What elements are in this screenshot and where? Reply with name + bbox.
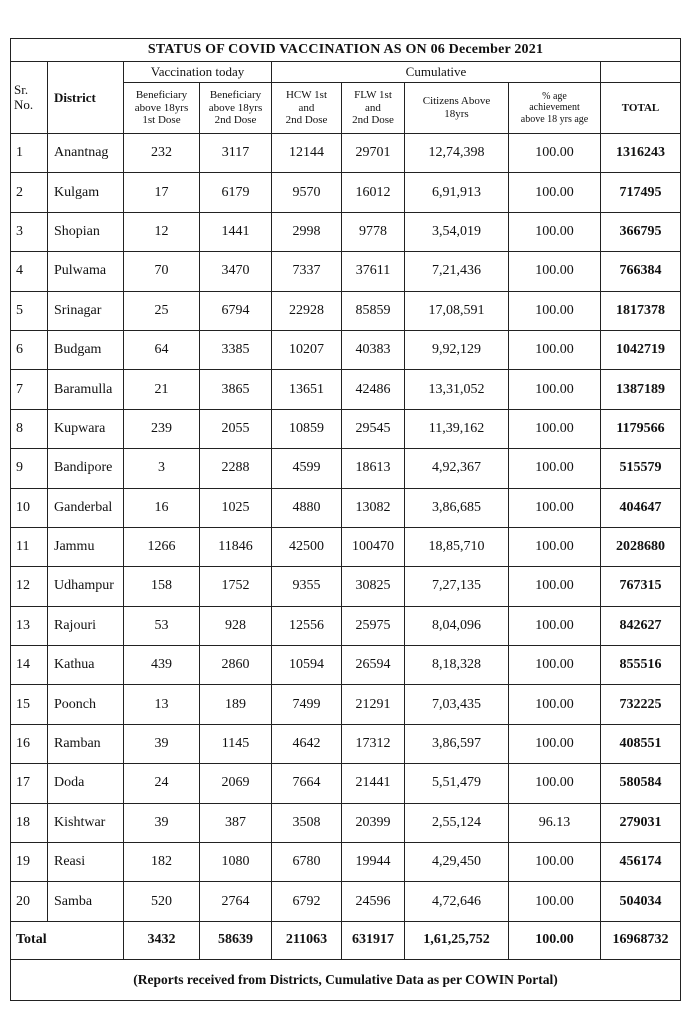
totals-row	[11, 921, 681, 959]
cell-dose2: 2055	[200, 409, 272, 448]
cell-hcw: 4642	[272, 724, 342, 763]
flw-header-l2: and	[365, 101, 381, 114]
dose2-header-l2: above 18yrs	[208, 101, 263, 114]
table-header	[11, 39, 681, 134]
cell-dose2: 1752	[200, 567, 272, 606]
cell-dose2: 11846	[200, 527, 272, 566]
cell-total: 2028680	[601, 527, 681, 566]
cell-dose2: 3470	[200, 252, 272, 291]
cell-dose2: 1025	[200, 488, 272, 527]
cell-flw: 30825	[342, 567, 405, 606]
cell-pct: 100.00	[509, 606, 601, 645]
dose1-header-l1: Beneficiary	[135, 89, 188, 102]
cell-sr-no: 6	[11, 330, 48, 369]
cell-dose2: 6179	[200, 173, 272, 212]
cell-citizens: 4,29,450	[405, 843, 509, 882]
table-row	[11, 803, 681, 842]
cell-dose2: 3865	[200, 370, 272, 409]
cell-hcw: 4599	[272, 449, 342, 488]
cell-dose2: 189	[200, 685, 272, 724]
cell-sr-no: 1	[11, 134, 48, 173]
cell-citizens: 7,21,436	[405, 252, 509, 291]
flw-header-l1: FLW 1st	[354, 89, 392, 102]
flw-header-l3: 2nd Dose	[352, 114, 394, 127]
cell-pct: 100.00	[509, 646, 601, 685]
cell-dose1: 16	[124, 488, 200, 527]
citizens-header	[405, 83, 509, 134]
table-row	[11, 843, 681, 882]
cell-dose1: 70	[124, 252, 200, 291]
cell-pct: 100.00	[509, 685, 601, 724]
cell-total: 1179566	[601, 409, 681, 448]
cell-citizens: 9,92,129	[405, 330, 509, 369]
dose2-header-l1: Beneficiary	[209, 89, 262, 102]
cell-pct: 100.00	[509, 882, 601, 921]
cell-dose2: 1441	[200, 212, 272, 251]
totals-grand-total: 16968732	[601, 921, 681, 959]
cell-total: 1042719	[601, 330, 681, 369]
table-body	[11, 134, 681, 922]
pct-header-l3: above 18 yrs age	[520, 113, 589, 125]
cell-flw: 40383	[342, 330, 405, 369]
cell-dose1: 39	[124, 724, 200, 763]
cell-flw: 13082	[342, 488, 405, 527]
table-row	[11, 291, 681, 330]
totals-label: Total	[11, 921, 124, 959]
totals-flw: 631917	[342, 921, 405, 959]
pct-header-l2: achievement	[529, 102, 580, 114]
table-row	[11, 685, 681, 724]
cell-hcw: 12556	[272, 606, 342, 645]
cell-flw: 19944	[342, 843, 405, 882]
cell-flw: 29545	[342, 409, 405, 448]
cell-citizens: 3,54,019	[405, 212, 509, 251]
cell-district: Samba	[48, 882, 124, 921]
cell-pct: 100.00	[509, 173, 601, 212]
cell-dose1: 21	[124, 370, 200, 409]
cell-hcw: 4880	[272, 488, 342, 527]
cell-district: Kupwara	[48, 409, 124, 448]
cell-total: 1387189	[601, 370, 681, 409]
pct-achievement-header	[509, 83, 601, 134]
cell-hcw: 10859	[272, 409, 342, 448]
cell-flw: 25975	[342, 606, 405, 645]
cell-sr-no: 9	[11, 449, 48, 488]
cell-citizens: 11,39,162	[405, 409, 509, 448]
cell-citizens: 7,27,135	[405, 567, 509, 606]
cell-citizens: 2,55,124	[405, 803, 509, 842]
table-row	[11, 173, 681, 212]
cell-flw: 29701	[342, 134, 405, 173]
district-header: District	[48, 62, 124, 134]
group-header-row	[11, 62, 681, 83]
cell-flw: 18613	[342, 449, 405, 488]
totals-dose2: 58639	[200, 921, 272, 959]
cell-hcw: 3508	[272, 803, 342, 842]
totals-dose1: 3432	[124, 921, 200, 959]
cell-district: Pulwama	[48, 252, 124, 291]
cell-citizens: 18,85,710	[405, 527, 509, 566]
cell-dose2: 387	[200, 803, 272, 842]
cell-pct: 100.00	[509, 488, 601, 527]
table-row	[11, 212, 681, 251]
total-header: TOTAL	[601, 83, 681, 134]
cell-hcw: 22928	[272, 291, 342, 330]
cell-hcw: 6792	[272, 882, 342, 921]
cell-district: Ramban	[48, 724, 124, 763]
cell-pct: 100.00	[509, 567, 601, 606]
cell-dose1: 13	[124, 685, 200, 724]
cell-citizens: 4,92,367	[405, 449, 509, 488]
cell-total: 504034	[601, 882, 681, 921]
cell-citizens: 4,72,646	[405, 882, 509, 921]
cell-total: 456174	[601, 843, 681, 882]
cell-sr-no: 17	[11, 764, 48, 803]
cell-dose1: 239	[124, 409, 200, 448]
cell-district: Kulgam	[48, 173, 124, 212]
cell-sr-no: 11	[11, 527, 48, 566]
table-row	[11, 134, 681, 173]
cell-citizens: 3,86,685	[405, 488, 509, 527]
table-row	[11, 606, 681, 645]
cell-flw: 21291	[342, 685, 405, 724]
cell-district: Ganderbal	[48, 488, 124, 527]
cell-sr-no: 20	[11, 882, 48, 921]
cell-dose2: 3117	[200, 134, 272, 173]
cell-sr-no: 8	[11, 409, 48, 448]
cell-pct: 100.00	[509, 134, 601, 173]
cell-flw: 9778	[342, 212, 405, 251]
table-footer	[11, 921, 681, 1000]
cell-total: 855516	[601, 646, 681, 685]
cell-dose1: 53	[124, 606, 200, 645]
pct-header-l1: % age	[542, 90, 567, 102]
cell-sr-no: 10	[11, 488, 48, 527]
dose2-header	[200, 83, 272, 134]
table-row	[11, 370, 681, 409]
cell-district: Reasi	[48, 843, 124, 882]
cell-dose1: 439	[124, 646, 200, 685]
cell-citizens: 3,86,597	[405, 724, 509, 763]
cell-pct: 100.00	[509, 527, 601, 566]
cell-flw: 20399	[342, 803, 405, 842]
cell-total: 717495	[601, 173, 681, 212]
cell-flw: 37611	[342, 252, 405, 291]
table-row	[11, 449, 681, 488]
cell-citizens: 8,04,096	[405, 606, 509, 645]
cell-district: Udhampur	[48, 567, 124, 606]
dose1-header-l2: above 18yrs	[134, 101, 189, 114]
cell-dose2: 2860	[200, 646, 272, 685]
cell-pct: 100.00	[509, 449, 601, 488]
cell-sr-no: 12	[11, 567, 48, 606]
table-title: STATUS OF COVID VACCINATION AS ON 06 December 2021	[11, 39, 681, 62]
dose2-header-l3: 2nd Dose	[214, 114, 257, 127]
table-row	[11, 330, 681, 369]
cell-district: Srinagar	[48, 291, 124, 330]
vaccination-today-header: Vaccination today	[124, 62, 272, 83]
cell-total: 767315	[601, 567, 681, 606]
totals-citizens: 1,61,25,752	[405, 921, 509, 959]
cell-hcw: 9570	[272, 173, 342, 212]
cell-district: Bandipore	[48, 449, 124, 488]
citizens-header-l1: Citizens Above	[422, 95, 491, 108]
cell-dose1: 3	[124, 449, 200, 488]
cell-sr-no: 13	[11, 606, 48, 645]
cell-flw: 24596	[342, 882, 405, 921]
cell-hcw: 7664	[272, 764, 342, 803]
cell-district: Baramulla	[48, 370, 124, 409]
cell-pct: 100.00	[509, 252, 601, 291]
hcw-header-l2: and	[298, 101, 315, 114]
cell-pct: 96.13	[509, 803, 601, 842]
cell-citizens: 6,91,913	[405, 173, 509, 212]
hcw-header-l1: HCW 1st	[285, 89, 328, 102]
cell-pct: 100.00	[509, 764, 601, 803]
cell-sr-no: 4	[11, 252, 48, 291]
cell-hcw: 6780	[272, 843, 342, 882]
cell-district: Poonch	[48, 685, 124, 724]
cell-sr-no: 18	[11, 803, 48, 842]
cell-total: 515579	[601, 449, 681, 488]
cell-pct: 100.00	[509, 330, 601, 369]
cell-dose1: 182	[124, 843, 200, 882]
cell-total: 580584	[601, 764, 681, 803]
cell-sr-no: 16	[11, 724, 48, 763]
footer-note: (Reports received from Districts, Cumulative Data as per COWIN Portal)	[11, 959, 681, 1000]
cell-district: Shopian	[48, 212, 124, 251]
cell-district: Kishtwar	[48, 803, 124, 842]
cell-hcw: 7337	[272, 252, 342, 291]
totals-pct: 100.00	[509, 921, 601, 959]
cell-hcw: 10594	[272, 646, 342, 685]
cell-pct: 100.00	[509, 291, 601, 330]
cell-total: 404647	[601, 488, 681, 527]
cell-citizens: 17,08,591	[405, 291, 509, 330]
cell-district: Budgam	[48, 330, 124, 369]
cell-sr-no: 3	[11, 212, 48, 251]
table-row	[11, 567, 681, 606]
hcw-header-l3: 2nd Dose	[285, 114, 328, 127]
cell-hcw: 42500	[272, 527, 342, 566]
totals-hcw: 211063	[272, 921, 342, 959]
cell-dose1: 520	[124, 882, 200, 921]
cell-citizens: 12,74,398	[405, 134, 509, 173]
cell-total: 1316243	[601, 134, 681, 173]
cell-flw: 42486	[342, 370, 405, 409]
cell-pct: 100.00	[509, 370, 601, 409]
table-row	[11, 882, 681, 921]
dose1-header-l3: 1st Dose	[142, 114, 181, 127]
cell-flw: 26594	[342, 646, 405, 685]
table-row	[11, 527, 681, 566]
sr-no-header-line1: Sr.	[14, 81, 29, 97]
table-row	[11, 488, 681, 527]
cell-total: 842627	[601, 606, 681, 645]
flw-header	[342, 83, 405, 134]
cell-total: 279031	[601, 803, 681, 842]
sr-no-header	[11, 62, 48, 134]
cell-dose1: 232	[124, 134, 200, 173]
table-row	[11, 409, 681, 448]
cell-sr-no: 7	[11, 370, 48, 409]
vaccination-report	[10, 38, 680, 1001]
cell-hcw: 2998	[272, 212, 342, 251]
cell-dose1: 12	[124, 212, 200, 251]
cell-sr-no: 15	[11, 685, 48, 724]
cell-dose1: 158	[124, 567, 200, 606]
cell-total: 732225	[601, 685, 681, 724]
cell-hcw: 13651	[272, 370, 342, 409]
cell-sr-no: 5	[11, 291, 48, 330]
cell-flw: 16012	[342, 173, 405, 212]
cell-total: 766384	[601, 252, 681, 291]
table-row	[11, 724, 681, 763]
cell-dose2: 1080	[200, 843, 272, 882]
cell-flw: 17312	[342, 724, 405, 763]
cell-hcw: 9355	[272, 567, 342, 606]
cell-total: 366795	[601, 212, 681, 251]
cell-dose1: 24	[124, 764, 200, 803]
cell-dose2: 928	[200, 606, 272, 645]
citizens-header-l2: 18yrs	[444, 108, 469, 120]
cell-district: Jammu	[48, 527, 124, 566]
cell-dose1: 64	[124, 330, 200, 369]
cell-sr-no: 2	[11, 173, 48, 212]
cell-dose2: 2069	[200, 764, 272, 803]
dose1-header	[124, 83, 200, 134]
cell-citizens: 8,18,328	[405, 646, 509, 685]
cell-district: Rajouri	[48, 606, 124, 645]
cell-dose2: 2288	[200, 449, 272, 488]
cell-citizens: 7,03,435	[405, 685, 509, 724]
cell-hcw: 12144	[272, 134, 342, 173]
sr-no-header-line2: No.	[14, 96, 34, 112]
cell-dose1: 17	[124, 173, 200, 212]
vaccination-status-table	[10, 38, 681, 1001]
table-row	[11, 764, 681, 803]
cell-pct: 100.00	[509, 212, 601, 251]
cell-flw: 100470	[342, 527, 405, 566]
cell-flw: 85859	[342, 291, 405, 330]
cell-dose2: 2764	[200, 882, 272, 921]
cell-total: 408551	[601, 724, 681, 763]
cell-district: Doda	[48, 764, 124, 803]
cell-pct: 100.00	[509, 843, 601, 882]
title-row	[11, 39, 681, 62]
hcw-header	[272, 83, 342, 134]
table-row	[11, 646, 681, 685]
cell-dose1: 25	[124, 291, 200, 330]
cell-district: Anantnag	[48, 134, 124, 173]
cell-flw: 21441	[342, 764, 405, 803]
cell-dose1: 1266	[124, 527, 200, 566]
cell-dose1: 39	[124, 803, 200, 842]
cell-citizens: 5,51,479	[405, 764, 509, 803]
cell-dose2: 1145	[200, 724, 272, 763]
footer-row	[11, 959, 681, 1000]
cell-pct: 100.00	[509, 409, 601, 448]
cell-district: Kathua	[48, 646, 124, 685]
cell-dose2: 3385	[200, 330, 272, 369]
cell-hcw: 10207	[272, 330, 342, 369]
cell-pct: 100.00	[509, 724, 601, 763]
cell-sr-no: 14	[11, 646, 48, 685]
cell-sr-no: 19	[11, 843, 48, 882]
cell-total: 1817378	[601, 291, 681, 330]
cell-hcw: 7499	[272, 685, 342, 724]
cumulative-header: Cumulative	[272, 62, 601, 83]
blank-header-cell	[601, 62, 681, 83]
cell-citizens: 13,31,052	[405, 370, 509, 409]
cell-dose2: 6794	[200, 291, 272, 330]
table-row	[11, 252, 681, 291]
